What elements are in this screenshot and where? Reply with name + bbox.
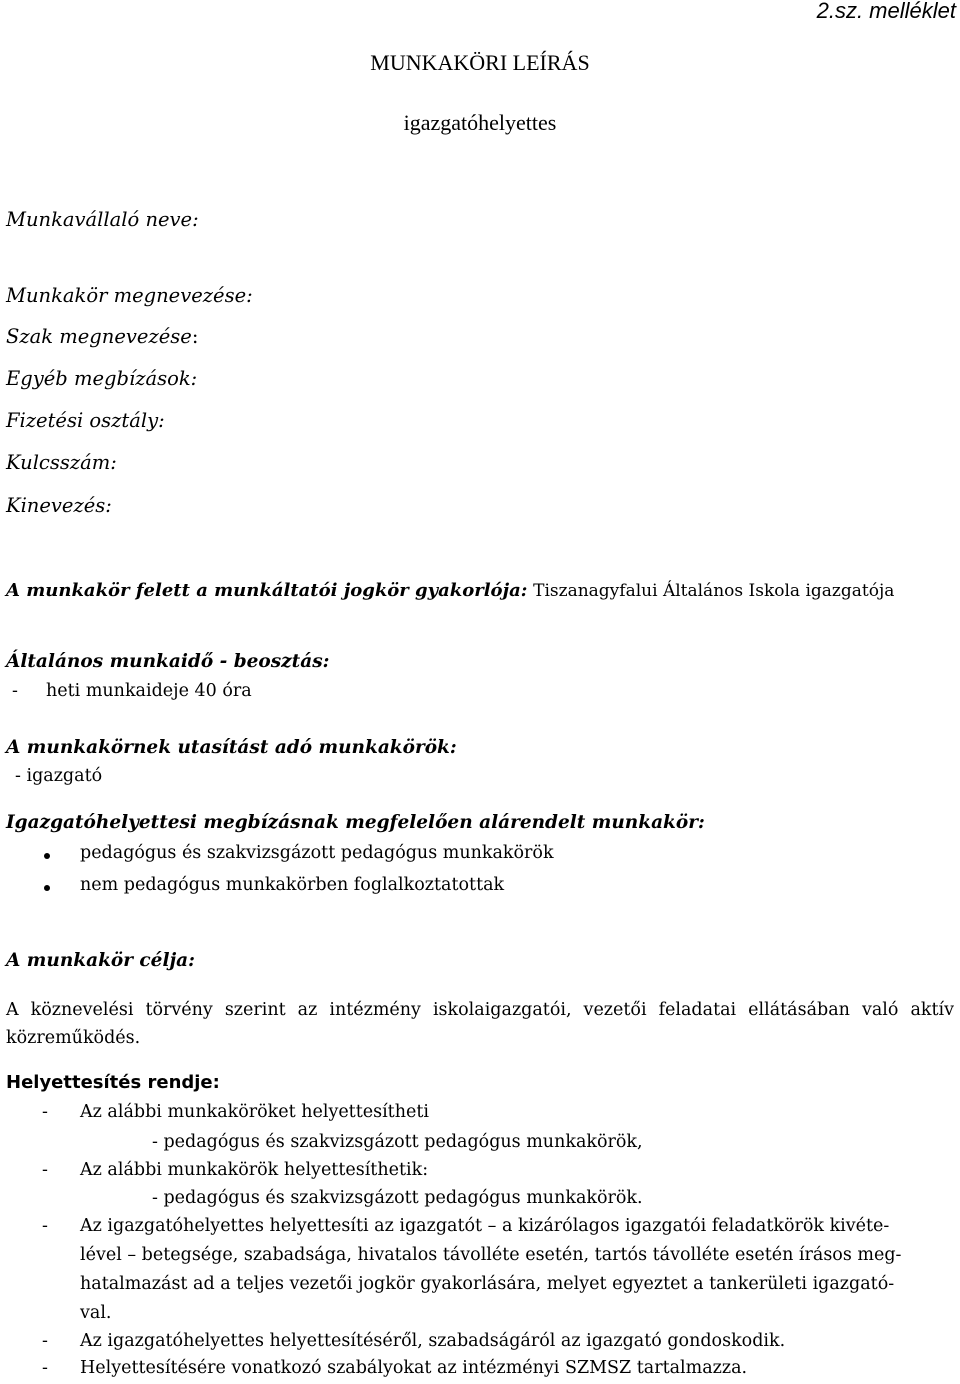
employer-rights-line [6, 580, 894, 601]
employer-rights-label: A munkakör felett a munkáltatói jogkör gyakorlója: [6, 580, 528, 601]
annex-label: 2.sz. melléklet [816, 0, 956, 23]
specialty-label-colon: : [191, 325, 199, 348]
substitution-item-line: val. [80, 1303, 112, 1323]
working-time-dash: - [12, 681, 18, 701]
page-title: MUNKAKÖRI LEÍRÁS [370, 50, 590, 75]
substitution-item: Helyettesítésére vonatkozó szabályokat az intézményi SZMSZ tartalmazza. [80, 1358, 748, 1378]
substitution-item-line: hatalmazást ad a teljes vezetői jogkör gyakorlására, melyet egyeztet a tankerületi igazgató- [80, 1274, 895, 1294]
substitution-item-line: Az igazgatóhelyettes helyettesíti az igazgatót – a kizárólagos igazgatói feladatkörök kivéte- [80, 1216, 890, 1236]
substitution-heading: Helyettesítés rendje: [6, 1072, 220, 1093]
other-assignments-label: Egyéb megbízások: [6, 367, 198, 390]
key-number-label: Kulcsszám: [6, 451, 117, 474]
subordinate-item: nem pedagógus munkakörben foglalkoztatottak [80, 875, 505, 895]
dash-marker: - [42, 1102, 48, 1122]
subordinates-heading: Igazgatóhelyettesi megbízásnak megfelelően alárendelt munkakör: [6, 812, 705, 833]
salary-class-label: Fizetési osztály: [6, 409, 165, 432]
subordinate-item: pedagógus és szakvizsgázott pedagógus munkakörök [80, 843, 554, 863]
substitution-subitem: - pedagógus és szakvizsgázott pedagógus munkakörök, [152, 1132, 643, 1152]
specialty-label-text: Szak megnevezése [6, 325, 192, 348]
purpose-text: A köznevelési törvény szerint az intézmény iskolaigazgatói, vezetői feladatai ellátásában való aktív közreműködés. [6, 1000, 954, 1048]
working-time-heading: Általános munkaidő - beosztás: [6, 651, 330, 672]
purpose-heading: A munkakör célja: [6, 950, 195, 971]
substitution-item: Az alábbi munkaköröket helyettesítheti [80, 1102, 429, 1122]
instructing-roles-item: - igazgató [15, 766, 103, 786]
dash-marker: - [42, 1160, 48, 1180]
bullet-icon [44, 885, 50, 891]
appointment-label: Kinevezés: [6, 494, 112, 517]
page-subtitle: igazgatóhelyettes [403, 110, 557, 135]
substitution-item: Az igazgatóhelyettes helyettesítéséről, szabadságáról az igazgató gondoskodik. [80, 1331, 786, 1351]
bullet-icon [44, 853, 50, 859]
working-time-item: heti munkaideje 40 óra [46, 681, 252, 701]
dash-marker: - [42, 1358, 48, 1378]
substitution-subitem: - pedagógus és szakvizsgázott pedagógus munkakörök. [152, 1188, 643, 1208]
dash-marker: - [42, 1331, 48, 1351]
dash-marker: - [42, 1216, 48, 1236]
substitution-item-line: lével – betegsége, szabadsága, hivatalos távolléte esetén, tartós távolléte esetén írásos meg- [80, 1245, 902, 1265]
instructing-roles-heading: A munkakörnek utasítást adó munkakörök: [6, 737, 457, 758]
job-title-label: Munkakör megnevezése: [6, 284, 253, 307]
employee-name-label: Munkavállaló neve: [6, 208, 199, 231]
specialty-label [6, 325, 198, 348]
substitution-item: Az alábbi munkakörök helyettesíthetik: [80, 1160, 429, 1180]
employer-rights-value: Tiszanagyfalui Általános Iskola igazgatója [533, 581, 895, 601]
